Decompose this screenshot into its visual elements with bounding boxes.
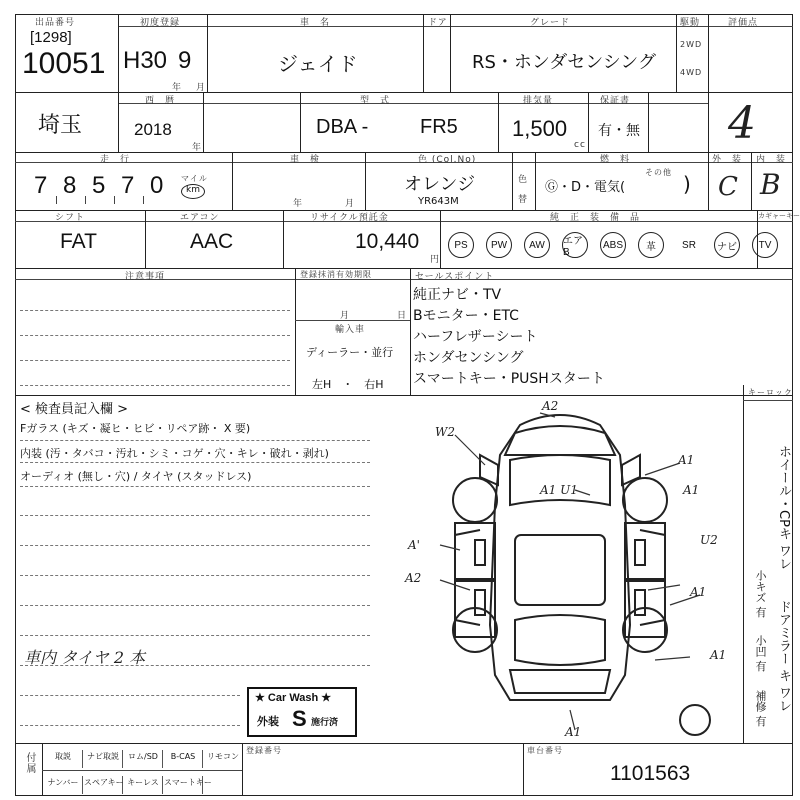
mileage-digit: 0 (150, 172, 164, 199)
color-change: 色 (518, 175, 529, 185)
note-line (20, 725, 240, 726)
mileage-label: 走 行 (100, 155, 131, 165)
fuel-other: その他 (645, 168, 672, 177)
grade-label: グレード (530, 18, 571, 28)
col-divider (283, 210, 284, 268)
row-divider (15, 210, 793, 211)
row-divider (15, 743, 793, 744)
fuel-value: Ⓖ・D・電気( (545, 180, 626, 195)
sales-point: ハーフレザーシート (413, 329, 538, 345)
inspector-line1: Fガラス (キズ・凝ヒ・ヒビ・リペア跡・ X 要) (20, 422, 251, 435)
equipment-item: TV (752, 232, 778, 258)
sales-point: Bモニター・ETC (413, 308, 519, 324)
carkey-label: カギャーキー (758, 212, 800, 220)
col-divider (207, 14, 208, 92)
row-divider (15, 152, 793, 153)
lot-number: 10051 (22, 47, 106, 80)
drive-label: 駆動 (680, 18, 701, 28)
color-value: オレンジ (404, 174, 476, 195)
sales-point: 純正ナビ・TV (413, 287, 502, 303)
col-divider (535, 152, 536, 210)
car-name-label: 車 名 (300, 18, 331, 28)
col-divider (743, 385, 744, 743)
col-divider (423, 14, 424, 92)
caution-label: 注意事項 (125, 272, 166, 282)
col-divider (751, 152, 752, 210)
recycle-label: リサイクル預託金 (310, 213, 389, 223)
col-divider (708, 14, 709, 210)
warranty-value: 有・無 (598, 123, 640, 139)
equipment-item: PW (486, 232, 512, 258)
interior-label: 内 装 (756, 155, 787, 165)
damage-mark: A1 (683, 483, 700, 497)
diagram-marks (380, 395, 740, 743)
exterior-label: 外 装 (712, 155, 743, 165)
mileage-digits (30, 170, 180, 204)
region: 埼玉 (38, 113, 83, 138)
inspector-handwritten: 車内 タイヤ 2 本 (24, 648, 146, 667)
side-note: ドアミラー キ ワレ (776, 600, 791, 713)
warranty-label: 保証書 (600, 96, 631, 106)
col-divider (203, 92, 204, 152)
col-divider (410, 268, 411, 395)
interior-grade: B (760, 168, 781, 201)
recycle-value: 10,440 (355, 230, 420, 253)
inspector-line3: オーディオ (無し・穴) / タイヤ (スタッドレス) (20, 470, 252, 483)
chassis-number: 1101563 (610, 762, 691, 785)
col-divider (588, 92, 589, 152)
grade: RS・ホンダセンシング (472, 52, 656, 73)
sales-points (413, 284, 743, 394)
accessory-cells-bottom (42, 772, 242, 796)
color-label: 色 (Col.No) (418, 155, 477, 165)
cc-unit: cc (574, 140, 586, 150)
accessory-cell: リモコン (204, 750, 243, 768)
mileage-tick (85, 196, 86, 204)
mileage-tick (114, 196, 115, 204)
col-divider (676, 14, 677, 92)
month-label: 月 (340, 311, 351, 321)
color-change: 替 (518, 195, 529, 205)
note-line (20, 635, 370, 636)
note-line (20, 462, 370, 463)
accessories-label: 付属 (24, 752, 35, 774)
accessory-cell: スマートキー (164, 776, 203, 794)
cc-label: 排気量 (523, 96, 554, 106)
col-divider (300, 92, 301, 152)
damage-mark: A' (408, 538, 420, 552)
accessory-cell: スペアキー (84, 776, 123, 794)
carwash-grade: S (292, 706, 307, 731)
door-label: ドア (428, 18, 448, 28)
damage-mark: A1 U1 (540, 483, 578, 497)
model-code: FR5 (420, 116, 458, 138)
note-line (20, 335, 290, 336)
col-divider (523, 743, 524, 796)
damage-mark: A1 (678, 453, 695, 467)
note-line (20, 605, 370, 606)
damage-mark: A2 (542, 399, 559, 413)
score: 4 (728, 98, 756, 149)
year-suffix: 年 (172, 83, 183, 93)
lot-label: 出品番号 (35, 18, 76, 28)
inspect-year: 年 (293, 199, 304, 209)
damage-mark: U2 (700, 533, 718, 547)
acc-divider (42, 770, 242, 771)
col-divider (242, 743, 243, 796)
score-label: 評価点 (728, 18, 759, 28)
sales-point: スマートキー・PUSHスタート (413, 371, 605, 387)
reg-expiry-label: 登録抹消有効期限 (300, 270, 372, 279)
equipment-list (445, 230, 793, 262)
cc-value: 1,500 (512, 116, 568, 141)
damage-mark: A1 (565, 725, 582, 739)
recycle-unit: 円 (430, 255, 441, 265)
note-line (20, 360, 290, 361)
note-line (20, 310, 290, 311)
accessory-cell: ロム/SD (124, 750, 163, 768)
inspector-line2: 内装 (汚・タバコ・汚れ・シミ・コゲ・穴・キレ・破れ・剥れ) (20, 447, 329, 460)
carwash-sub-post: 施行済 (311, 718, 339, 728)
fr-year: 年 (192, 143, 203, 153)
carwash-title: ★ Car Wash ★ (255, 692, 332, 704)
note-line (20, 575, 370, 576)
keylock-label: キーロック (748, 388, 793, 397)
steering-label: 左H ・ 右H (312, 378, 384, 391)
ac-value: AAC (190, 230, 234, 253)
col-divider (512, 152, 513, 210)
shift-value: FAT (60, 230, 97, 253)
keylock-divider (743, 400, 793, 401)
reg-no-label: 登録番号 (246, 746, 282, 755)
equipment-item: 革 (638, 232, 664, 258)
col-divider (450, 14, 451, 92)
note-line (20, 440, 370, 441)
col-divider (145, 210, 146, 268)
note-line (20, 515, 370, 516)
side-note: 小キズ 有 (754, 570, 767, 618)
lot-bracket: [1298] (30, 29, 72, 46)
col-divider (498, 92, 499, 152)
fuel-label: 燃 料 (600, 155, 631, 165)
damage-mark: W2 (435, 425, 455, 439)
accessory-cell: キーレス (124, 776, 163, 794)
inspector-title: < 検査員記入欄 > (20, 402, 129, 417)
col-divider (118, 14, 119, 152)
sales-point: ホンダセンシング (413, 350, 524, 366)
accessory-cells-top (42, 746, 242, 770)
side-note: ホイール・CPキ ワレ (776, 445, 791, 571)
carwash-stamp (247, 687, 357, 737)
first-reg-era: H30 (123, 47, 168, 74)
chassis-label: 車台番号 (527, 746, 563, 755)
col-divider (232, 152, 233, 210)
equipment-item: SR (682, 239, 696, 251)
damage-mark: A2 (405, 571, 422, 585)
equipment-label: 純 正 装 備 品 (550, 213, 641, 223)
label-strip (15, 221, 793, 222)
col-divider (365, 152, 366, 210)
mileage-digit: 8 (63, 172, 77, 199)
mileage-digit: 7 (121, 172, 135, 199)
damage-mark: A1 (690, 585, 707, 599)
model-prefix: DBA - (316, 116, 369, 138)
row-divider (15, 92, 793, 93)
accessory-cell: 取説 (44, 750, 83, 768)
inspect-label: 車 検 (290, 155, 321, 165)
note-line (20, 545, 370, 546)
col-divider (295, 268, 296, 395)
label-strip (15, 162, 793, 163)
carwash-sub-pre: 外装 (257, 715, 279, 728)
mileage-tick (143, 196, 144, 204)
exterior-grade: C (718, 172, 738, 202)
accessory-cell: ナビ取説 (84, 750, 123, 768)
equipment-item: ABS (600, 232, 626, 258)
mileage-tick (56, 196, 57, 204)
sales-label: セールスポイント (415, 272, 495, 282)
col-divider (440, 210, 441, 268)
drive-2wd: 2WD (680, 40, 703, 49)
month-suffix: 月 (196, 83, 207, 93)
fuel-close: ) (683, 172, 691, 196)
equipment-item: AW (524, 232, 550, 258)
first-reg-label: 初度登録 (140, 18, 181, 28)
mileage-digit: 5 (92, 172, 106, 199)
dealer-label: ディーラー・並行 (306, 346, 394, 359)
equipment-item: エアB (562, 232, 588, 258)
col-divider (648, 92, 649, 152)
first-reg-month: 9 (178, 47, 192, 74)
equipment-item: ナビ (714, 232, 740, 258)
accessory-cell: B-CAS (164, 750, 203, 768)
mileage-unit-mile: マイル (181, 174, 208, 183)
mileage-unit-km: km (186, 185, 200, 195)
import-label: 輸入車 (335, 325, 366, 335)
mileage-digit: 7 (34, 172, 48, 199)
side-note: 補修 有 (754, 690, 767, 727)
model-label: 型 式 (360, 96, 391, 106)
seiki-value: 2018 (134, 120, 172, 139)
accessory-cell: ナンバー (44, 776, 83, 794)
color-code: YR643M (418, 196, 459, 207)
day-label: 日 (397, 311, 408, 321)
note-line (20, 385, 290, 386)
damage-mark: A1 (710, 648, 727, 662)
car-name: ジェイド (278, 52, 358, 76)
ac-label: エアコン (180, 213, 220, 223)
shift-label: シフト (55, 213, 86, 223)
import-divider (295, 320, 410, 321)
seiki-label: 西 暦 (145, 96, 176, 106)
note-line (20, 486, 370, 487)
equipment-item: PS (448, 232, 474, 258)
drive-4wd: 4WD (680, 68, 703, 77)
inspect-month: 月 (345, 199, 356, 209)
side-note: 小凹 有 (754, 635, 767, 672)
note-line (20, 695, 240, 696)
